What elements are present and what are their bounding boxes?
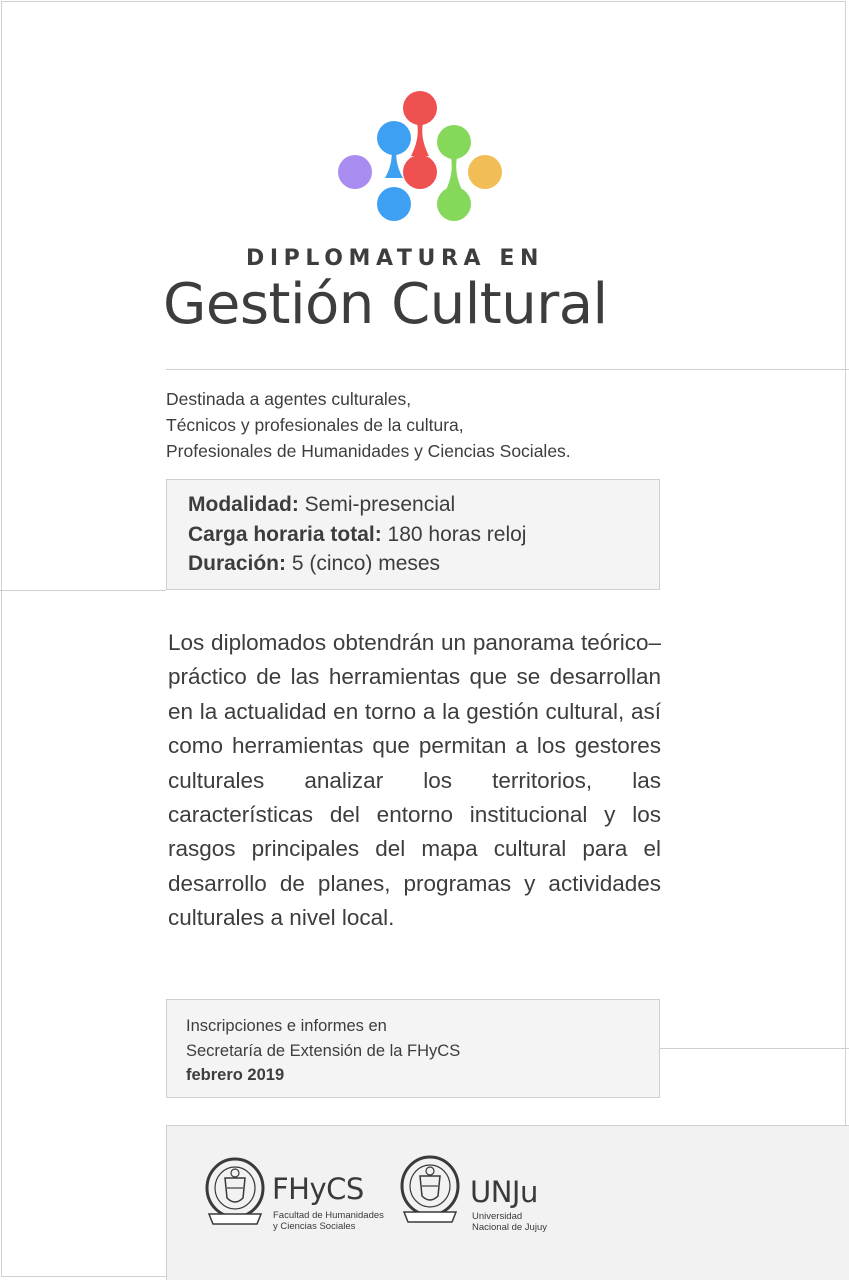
hours-row	[188, 520, 659, 550]
fhycs-subtitle-line: y Ciencias Sociales	[273, 1221, 356, 1232]
divider-line	[166, 369, 849, 370]
logo-yellow-dot	[468, 155, 502, 189]
audience-line: Técnicos y profesionales de la cultura,	[166, 415, 464, 435]
enrollment-info-box	[166, 999, 660, 1098]
enrollment-location: Secretaría de Extensión de la FHyCS	[186, 1041, 461, 1060]
logo-green-dot-top	[437, 125, 471, 159]
fhycs-seal-icon	[203, 1156, 267, 1232]
unju-subtitle-line: Nacional de Jujuy	[472, 1222, 547, 1233]
fhycs-name: FHyCS	[272, 1172, 364, 1206]
course-info-box	[166, 479, 660, 590]
modality-value: Semi-presencial	[298, 493, 456, 516]
unju-seal-icon	[398, 1154, 462, 1230]
logo-red-dot-bottom	[403, 155, 437, 189]
program-title: Gestión Cultural	[163, 272, 608, 337]
enrollment-date: febrero 2019	[186, 1066, 285, 1084]
duration-row	[188, 549, 659, 579]
target-audience	[166, 386, 686, 464]
unju-name: UNJu	[470, 1175, 538, 1209]
logo-green-dot-bottom	[437, 187, 471, 221]
program-subtitle: DIPLOMATURA EN	[246, 246, 545, 271]
enrollment-line: Inscripciones e informes en	[186, 1017, 387, 1035]
unju-subtitle-line: Universidad	[472, 1211, 523, 1222]
audience-line: Destinada a agentes culturales,	[166, 389, 412, 409]
institutions-footer	[166, 1125, 849, 1280]
duration-label: Duración:	[188, 552, 287, 575]
program-description: Los diplomados obtendrán un panorama teórico–práctico de las herramientas que se desarrollan en la actualidad en torno a la gestión cultural, así como herramientas que permitan a los gestores culturales analizar los territorios, las características del entorno institucional y los rasgos principales del mapa cultural para el desarrollo de planes, programas y actividades culturales a nivel local.	[168, 630, 661, 931]
modality-row	[188, 490, 659, 520]
hours-value: 180 horas reloj	[381, 522, 527, 546]
hours-label: Carga horaria total:	[188, 522, 382, 546]
logo-blue-dot-top	[377, 121, 411, 155]
modality-label: Modalidad:	[188, 493, 299, 516]
logo-purple-dot	[338, 155, 372, 189]
duration-value: 5 (cinco) meses	[286, 552, 441, 575]
divider-line	[0, 590, 166, 591]
divider-line	[660, 1048, 849, 1049]
audience-line: Profesionales de Humanidades y Ciencias Sociales.	[166, 441, 571, 461]
logo-blue-dot-bottom	[377, 187, 411, 221]
diplomatura-logo	[330, 88, 510, 228]
fhycs-subtitle-line: Facultad de Humanidades	[273, 1210, 384, 1221]
logo-red-dot-top	[403, 91, 437, 125]
